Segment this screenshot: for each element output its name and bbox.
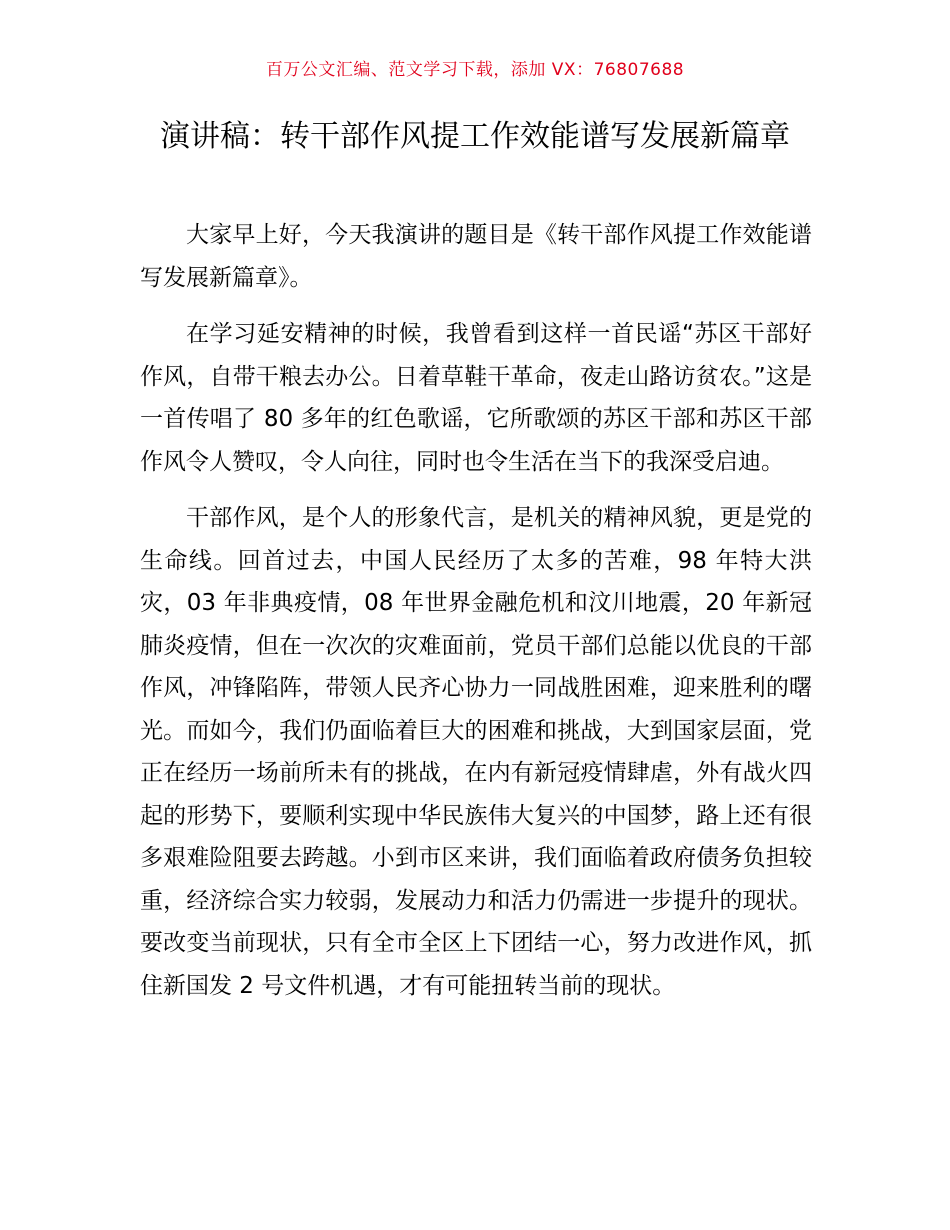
paragraph-2: 在学习延安精神的时候，我曾看到这样一首民谣“苏区干部好作风，自带干粮去办公。日着草鞋干革命，夜走山路访贫农。”这是一首传唱了 80 多年的红色歌谣，它所歌颂的苏区干部和苏区干部作风令人赞叹，令人向往，同时也令生活在当下的我深受启迪。 — [140, 321, 812, 475]
paragraph-1: 大家早上好，今天我演讲的题目是《转干部作风提工作效能谱写发展新篇章》。 — [140, 222, 812, 291]
header-watermark: 百万公文汇编、范文学习下载，添加 VX：76807688 — [265, 60, 685, 80]
document-title: 演讲稿：转干部作风提工作效能谱写发展新篇章 — [160, 119, 790, 154]
paragraph-3: 干部作风，是个人的形象代言，是机关的精神风貌，更是党的生命线。回首过去，中国人民经历了太多的苦难，98 年特大洪灾，03 年非典疫情，08 年世界金融危机和汶川地震，20 年新冠肺炎疫情，但在一次次的灾难面前，党员干部们总能以优良的干部作风，冲锋陷阵，带领人民齐心协力一同战胜困难，迎来胜利的曙光。而如今，我们仍面临着巨大的困难和挑战，大到国家层面，党正在经历一场前所未有的挑战，在内有新冠疫情肆虐，外有战火四起的形势下，要顺利实现中华民族伟大复兴的中国梦，路上还有很多艰难险阻要去跨越。小到市区来讲，我们面临着政府债务负担较重，经济综合实力较弱，发展动力和活力仍需进一步提升的现状。要改变当前现状，只有全市全区上下团结一心，努力改进作风，抓住新国发 2 号文件机遇，才有可能扭转当前的现状。 — [140, 505, 812, 999]
document-body — [140, 214, 812, 1021]
